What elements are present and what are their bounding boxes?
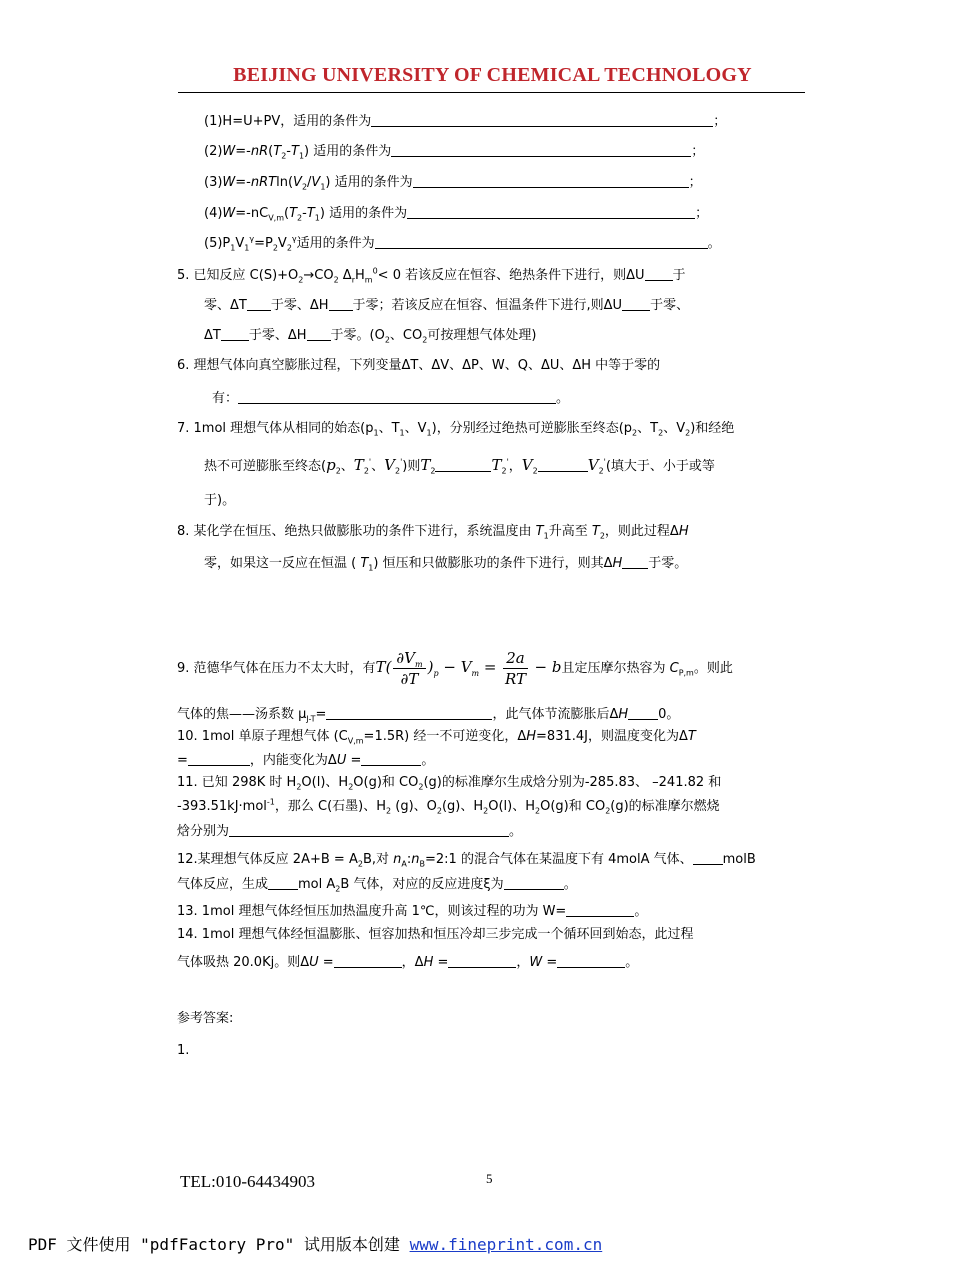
q4-item-5: $(5)P_1V_1^\gamma=P_2V_2^\gamma$适用的条件为 。 bbox=[204, 234, 721, 253]
answer-blank[interactable] bbox=[247, 296, 271, 311]
q8-line-2: 零，如果这一反应在恒温 ( $T_1$) 恒压和只做膨胀功的条件下进行，则其ΔH 于零。 bbox=[204, 556, 688, 573]
q7-line-2: 热不可逆膨胀至终态($p_2$、$T_2'$、$V_2'$)则$T_2$ $T_2'$，$V_2$ $V_2'$(填大于、小于或等 bbox=[204, 456, 715, 476]
pdf-creator-note: PDF 文件使用 "pdfFactory Pro" 试用版本创建 www.fineprint.com.cn bbox=[28, 1235, 603, 1254]
q10-line-2: = ，内能变化为ΔU = 。 bbox=[177, 753, 435, 768]
vdw-equation: T( $\frac{\partial V_m}{\partial T}$ )$_p - V_m$ = $\frac{2a}{RT}$ − b bbox=[375, 648, 562, 688]
answer-blank[interactable] bbox=[557, 953, 625, 968]
q11-line-3: 焓分别为 。 bbox=[177, 824, 523, 839]
q5-line-2: 零、ΔT 于零、ΔH 于零；若该反应在恒容、恒温条件下进行,则ΔU 于零、 bbox=[204, 298, 690, 313]
q6-line-1: 6. 理想气体向真空膨胀过程，下列变量ΔT、ΔV、ΔP、W、Q、ΔU、ΔH 中等于零的 bbox=[177, 358, 661, 373]
q5-line-3: ΔT 于零、ΔH 于零。($O_2$、$CO_2$可按理想气体处理) bbox=[204, 328, 537, 345]
page-number: 5 bbox=[486, 1171, 493, 1186]
answer-blank[interactable] bbox=[229, 822, 509, 837]
answer-blank[interactable] bbox=[307, 326, 331, 341]
page-header-title: BEIJING UNIVERSITY OF CHEMICAL TECHNOLOGY bbox=[233, 64, 752, 86]
answer-blank[interactable] bbox=[566, 902, 634, 917]
answer-blank[interactable] bbox=[622, 554, 648, 569]
q4-item-3: $(3)W=-nRTln(V_2/V_1)$ 适用的条件为 ； bbox=[204, 175, 702, 192]
answer-blank[interactable] bbox=[221, 326, 249, 341]
answer-blank[interactable] bbox=[628, 705, 658, 720]
q9-line-1: 9. 范德华气体在压力不太大时，有T( $\frac{\partial V_m}{\partial T}$ )$_p - V_m$ = $\frac{2a}{RT}$ − b且定压摩尔热容为 $C_{P,m}$。则此 bbox=[177, 648, 733, 688]
answer-blank[interactable] bbox=[407, 204, 695, 219]
answer-blank[interactable] bbox=[188, 751, 250, 766]
answers-title: 参考答案: bbox=[177, 1011, 234, 1026]
answer-blank[interactable] bbox=[238, 389, 556, 404]
q7-line-1: 7. 1mol 理想气体从相同的始态($p_1$、$T_1$、$V_1$)，分别经过绝热可逆膨胀至终态($p_2$、$T_2$、$V_2$)和经绝 bbox=[177, 421, 735, 438]
answer-blank[interactable] bbox=[448, 953, 516, 968]
q4-item-2: $(2)W=-nR(T_2-T_1)$ 适用的条件为 ； bbox=[204, 144, 705, 161]
answer-blank[interactable] bbox=[504, 875, 564, 890]
answers-first-item: 1. bbox=[177, 1043, 190, 1058]
answer-blank[interactable] bbox=[693, 850, 723, 865]
answer-blank[interactable] bbox=[326, 705, 492, 720]
header-rule bbox=[178, 92, 805, 93]
q14-line-2: 气体吸热 20.0Kj。则ΔU = ，ΔH = ，W = 。 bbox=[177, 955, 639, 970]
q10-line-1: 10. 1mol 单原子理想气体 $(C_{V,m}=1.5R)$ 经一不可逆变化，ΔH=831.4J，则温度变化为ΔT bbox=[177, 729, 696, 746]
q9-line-2: 气体的焦——汤系数 $\mu_{J-T}=$ ，此气体节流膨胀后ΔH 0。 bbox=[177, 707, 680, 724]
q11-line-1: 11. 已知 298K 时 $H_2O(l)$、$H_2O(g)$和 $CO_2(g)$的标准摩尔生成焓分别为-285.83、 –241.82 和 bbox=[177, 775, 722, 792]
q12-line-1: 12.某理想气体反应 $2A+B = A_2B$,对 $n_A:n_B=2:1$ 的混合气体在某温度下有 4molA 气体、 molB bbox=[177, 852, 756, 869]
q7-line-3: 于)。 bbox=[204, 493, 236, 508]
q5-line-1: 5. 已知反应 $C(S)+O_2\to CO_2$ $\Delta_rH_m^0< 0$ 若该反应在恒容、绝热条件下进行，则ΔU 于 bbox=[177, 266, 686, 285]
answer-blank[interactable] bbox=[334, 953, 402, 968]
answer-blank[interactable] bbox=[413, 173, 689, 188]
q8-line-1: 8. 某化学在恒压、绝热只做膨胀功的条件下进行，系统温度由 $T_1$升高至 $T_2$，则此过程ΔH bbox=[177, 524, 689, 541]
footer-tel: TEL:010-64434903 bbox=[180, 1172, 316, 1191]
answer-blank[interactable] bbox=[268, 875, 298, 890]
q13-line: 13. 1mol 理想气体经恒压加热温度升高 1℃，则该过程的功为 W= 。 bbox=[177, 904, 648, 919]
answer-blank[interactable] bbox=[391, 142, 691, 157]
fineprint-link[interactable]: www.fineprint.com.cn bbox=[409, 1235, 603, 1254]
q4-item-1: (1)H=U+PV，适用的条件为 ； bbox=[204, 114, 727, 129]
answer-blank[interactable] bbox=[371, 112, 713, 127]
answer-blank[interactable] bbox=[329, 296, 353, 311]
q4-item-4: $(4)W=-nC_{V,m}(T_2-T_1)$ 适用的条件为 ； bbox=[204, 206, 709, 223]
answer-blank[interactable] bbox=[435, 457, 491, 472]
q14-line-1: 14. 1mol 理想气体经恒温膨胀、恒容加热和恒压冷却三步完成一个循环回到始态，此过程 bbox=[177, 927, 694, 942]
answer-blank[interactable] bbox=[622, 296, 650, 311]
answer-blank[interactable] bbox=[375, 234, 708, 249]
q11-line-2: -393.51kJ·mol$^{-1}$，那么 C(石墨)、$H_2$ (g)、$O_2(g)$、$H_2O(l)$、$H_2O(g)$和 $CO_2(g)$的标准摩尔燃烧 bbox=[177, 797, 720, 816]
answer-blank[interactable] bbox=[361, 751, 421, 766]
q12-line-2: 气体反应，生成 mol $A_2B$ 气体，对应的反应进度ξ为 。 bbox=[177, 877, 577, 894]
answer-blank[interactable] bbox=[538, 457, 588, 472]
answer-blank[interactable] bbox=[645, 266, 673, 281]
q6-line-2: 有： 。 bbox=[212, 391, 570, 406]
